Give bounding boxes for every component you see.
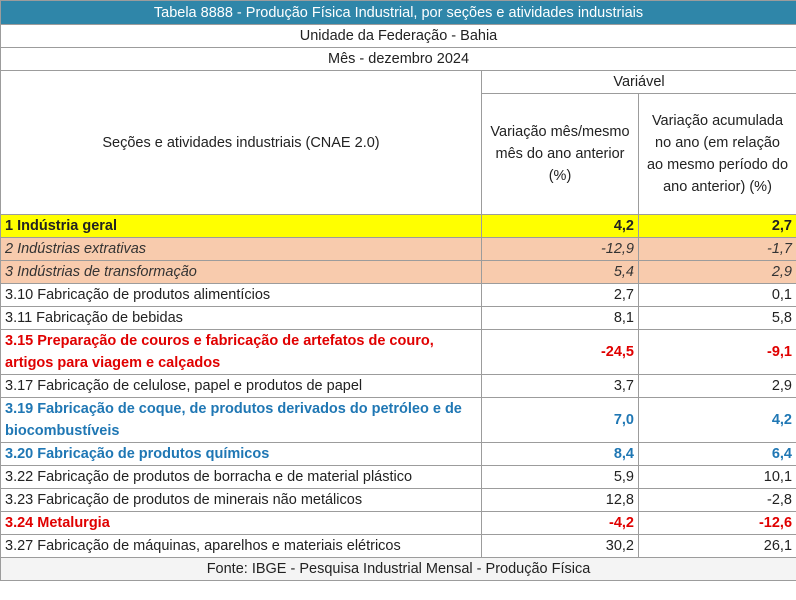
table-row [1,307,796,330]
monthly-variation: 4,2 [482,215,639,238]
accumulated-variation: -2,8 [639,489,796,512]
accumulated-variation: 26,1 [639,535,796,558]
table-row [1,512,796,535]
month-label: Mês - dezembro 2024 [1,48,796,71]
row-label: 3.27 Fabricação de máquinas, aparelhos e materiais elétricos [1,535,482,558]
variable-header: Variável [482,71,796,94]
monthly-variation: 3,7 [482,375,639,398]
monthly-variation: -24,5 [482,330,639,375]
row-label: 1 Indústria geral [1,215,482,238]
accumulated-variation: 5,8 [639,307,796,330]
table-body [1,215,796,558]
monthly-variation: 12,8 [482,489,639,512]
accumulated-variation: 6,4 [639,443,796,466]
monthly-variation: 30,2 [482,535,639,558]
row-label: 3.17 Fabricação de celulose, papel e produtos de papel [1,375,482,398]
monthly-variation: -12,9 [482,238,639,261]
table-row [1,261,796,284]
accumulated-variation: -12,6 [639,512,796,535]
table-row [1,535,796,558]
accumulated-variation: 0,1 [639,284,796,307]
table-row [1,398,796,443]
table-row [1,466,796,489]
table-row [1,489,796,512]
accumulated-variation: 10,1 [639,466,796,489]
monthly-variation: 2,7 [482,284,639,307]
row-label: 3.19 Fabricação de coque, de produtos derivados do petróleo e de biocombustíveis [1,398,482,443]
accumulated-variation: -9,1 [639,330,796,375]
row-label: 3.22 Fabricação de produtos de borracha e de material plástico [1,466,482,489]
unit-label: Unidade da Federação - Bahia [1,25,796,48]
row-label: 3.11 Fabricação de bebidas [1,307,482,330]
table-row [1,215,796,238]
row-label: 3.15 Preparação de couros e fabricação de artefatos de couro, artigos para viagem e calçados [1,330,482,375]
accumulated-variation: 4,2 [639,398,796,443]
table-row [1,330,796,375]
row-label: 3.10 Fabricação de produtos alimentícios [1,284,482,307]
row-label: 3 Indústrias de transformação [1,261,482,284]
row-label: 3.20 Fabricação de produtos químicos [1,443,482,466]
table-row [1,375,796,398]
monthly-variation: 5,9 [482,466,639,489]
table-row [1,284,796,307]
accumulated-variation: 2,9 [639,375,796,398]
row-label: 2 Indústrias extrativas [1,238,482,261]
table-footer: Fonte: IBGE - Pesquisa Industrial Mensal - Produção Física [1,558,796,581]
monthly-variation: -4,2 [482,512,639,535]
accumulated-variation: 2,7 [639,215,796,238]
table-title: Tabela 8888 - Produção Física Industrial, por seções e atividades industriais [1,1,796,25]
col2-header: Variação acumulada no ano (em relação ao mesmo período do ano anterior) (%) [639,94,796,215]
row-label-header: Seções e atividades industriais (CNAE 2.0) [1,71,482,215]
col1-header: Variação mês/mesmo mês do ano anterior (%) [482,94,639,215]
accumulated-variation: -1,7 [639,238,796,261]
accumulated-variation: 2,9 [639,261,796,284]
monthly-variation: 8,1 [482,307,639,330]
monthly-variation: 8,4 [482,443,639,466]
row-label: 3.24 Metalurgia [1,512,482,535]
table-row [1,238,796,261]
table-row [1,443,796,466]
monthly-variation: 5,4 [482,261,639,284]
monthly-variation: 7,0 [482,398,639,443]
row-label: 3.23 Fabricação de produtos de minerais não metálicos [1,489,482,512]
